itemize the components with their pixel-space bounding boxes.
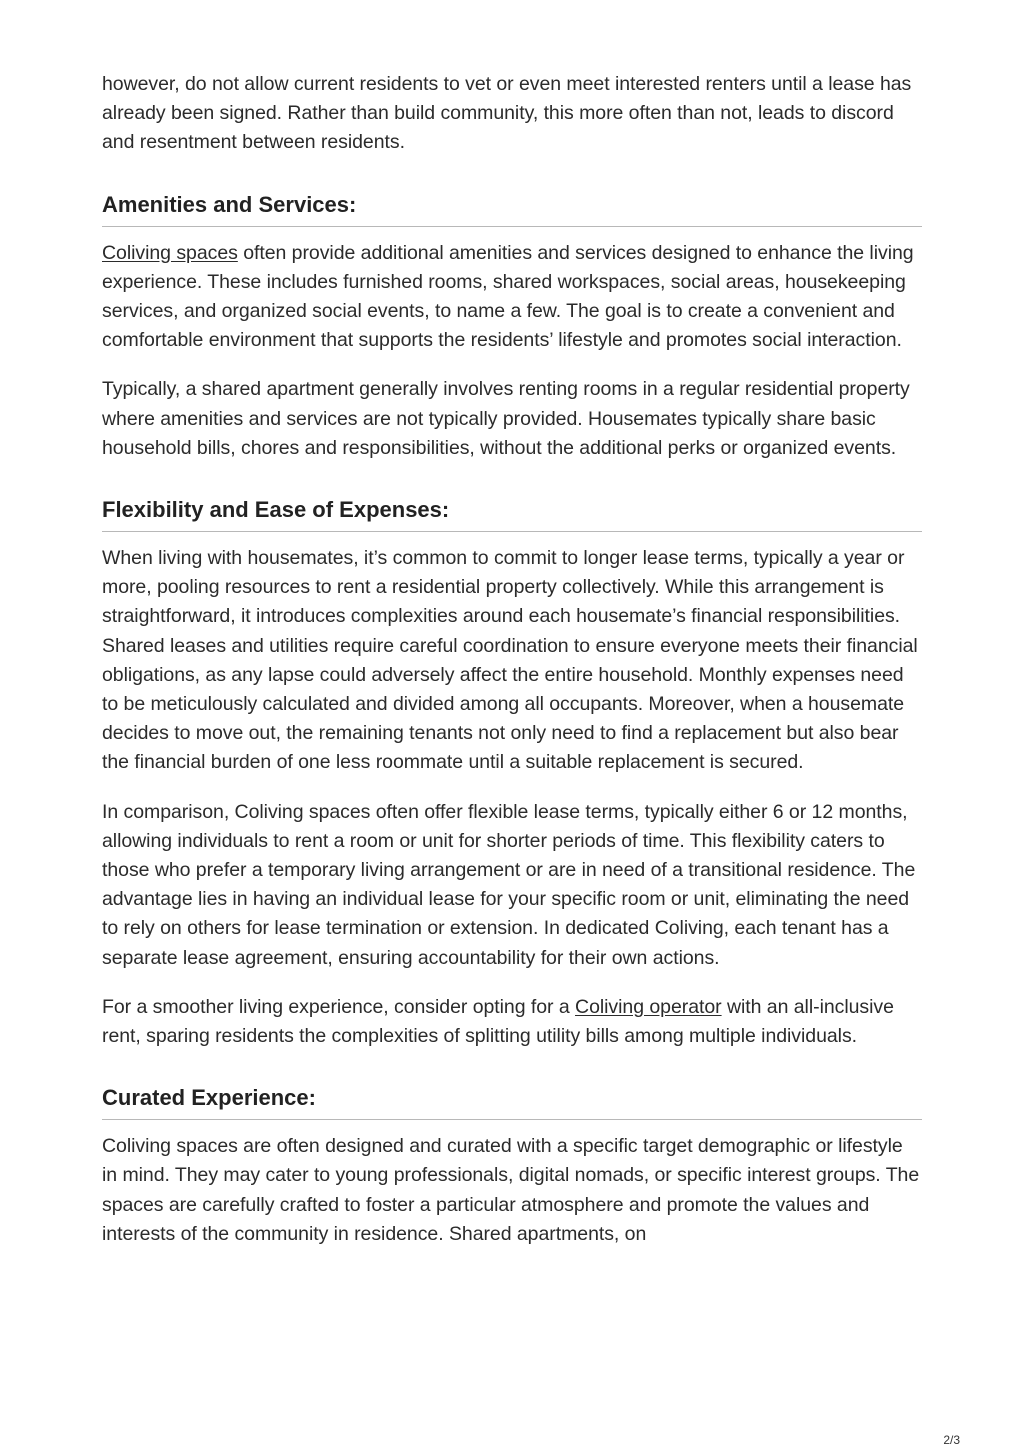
flexibility-paragraph-3-start: For a smoother living experience, consider opting for a	[102, 995, 576, 1018]
coliving-operator-link[interactable]: Coliving operator	[575, 995, 722, 1018]
flexibility-heading: Flexibility and Ease of Expenses:	[102, 483, 922, 532]
flexibility-paragraph-1: When living with housemates, it’s common to commit to longer lease terms, typically a year or more, pooling resources to rent a residential property collectively. While this arrangement is straightforward, it introduces complexities around each housemate’s financial responsibilities. Shared leases and utilities require careful coordination to ensure everyone meets their financial obligations, as any lapse could adversely affect the entire household. Monthly expenses need to be meticulously calculated and divided among all occupants. Moreover, when a housemate decides to move out, the remaining tenants not only need to find a replacement but also bear the financial burden of one less roommate until a suitable replacement is secured.	[102, 547, 918, 774]
curated-heading: Curated Experience:	[102, 1071, 922, 1120]
curated-paragraph-1: Coliving spaces are often designed and curated with a specific target demographic or lifestyle in mind. They may cater to young professionals, digital nomads, or specific interest groups. The spaces are carefully crafted to foster a particular atmosphere and promote the values and interests of the community in residence. Shared apartments, on	[102, 1135, 920, 1245]
document-body	[102, 70, 922, 1269]
flexibility-paragraph-3	[102, 993, 922, 1051]
flexibility-paragraph-2: In comparison, Coliving spaces often offer flexible lease terms, typically either 6 or 12 months, allowing individuals to rent a room or unit for shorter periods of time. This flexibility caters to those who prefer a temporary living arrangement or are in need of a transitional residence. The advantage lies in having an individual lease for your specific room or unit, eliminating the need to rely on others for lease termination or extension. In dedicated Coliving, each tenant has a separate lease agreement, ensuring accountability for their own actions.	[102, 800, 916, 969]
amenities-paragraph-1	[102, 239, 922, 356]
coliving-spaces-link[interactable]: Coliving spaces	[102, 241, 238, 264]
page-number: 2/3	[943, 1433, 960, 1447]
amenities-heading: Amenities and Services:	[102, 178, 922, 227]
amenities-paragraph-1-text: often provide additional amenities and services designed to enhance the living experience. These includes furnished rooms, shared workspaces, social areas, housekeeping services, and organized social events, to name a few. The goal is to create a convenient and comfortable environment that supports the residents’ lifestyle and promotes social interaction.	[102, 241, 914, 352]
flexibility-paragraph-3-end: with an all-inclusive rent, sparing residents the complexities of splitting utility bills among multiple individuals.	[102, 995, 894, 1048]
amenities-paragraph-2: Typically, a shared apartment generally involves renting rooms in a regular residential property where amenities and services are not typically provided. Housemates typically share basic household bills, chores and responsibilities, without the additional perks or organized events.	[102, 378, 910, 459]
intro-paragraph: however, do not allow current residents to vet or even meet interested renters until a lease has already been signed. Rather than build community, this more often than not, leads to discord and resentment between residents.	[102, 73, 912, 154]
